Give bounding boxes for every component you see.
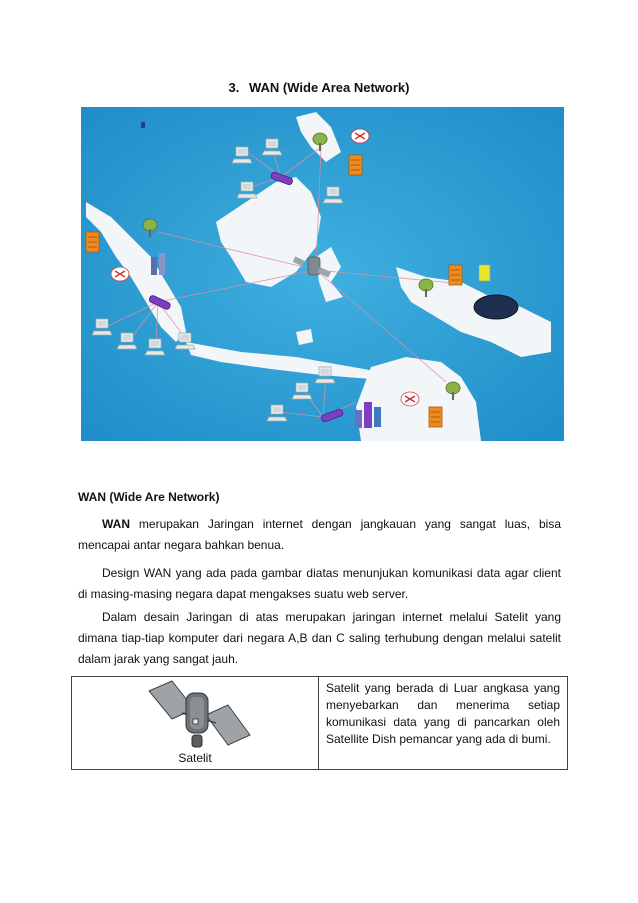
satellite-icon <box>144 679 254 757</box>
satellite-description-cell <box>319 677 568 770</box>
section-heading <box>0 80 638 95</box>
satellite-image-cell <box>72 677 319 770</box>
satellite-description: Satelit yang berada di Luar angkasa yang menyebarkan dan menerima setiap komunikasi data yang di pancarkan oleh Satellite Dish pemancar yang ada di bumi. <box>326 681 560 746</box>
table-row <box>72 677 568 770</box>
section-title: WAN (Wide Area Network) <box>248 80 410 95</box>
subsection-heading: WAN (Wide Are Network) <box>78 490 220 504</box>
wan-term: WAN <box>102 517 130 531</box>
paragraph-satellite-network: Dalam desain Jaringan di atas merupakan jaringan internet melalui Satelit yang dimana tiap-tiap komputer dari negara A,B dan C saling terhubung dengan melalui satelit dalam jarak yang sangat jauh. <box>78 610 561 666</box>
paragraph-wan-definition <box>78 514 561 556</box>
satellite-table <box>71 676 568 770</box>
satellite-caption: Satelit <box>178 751 212 765</box>
section-number: 3. <box>228 80 240 95</box>
wan-map-figure <box>81 107 564 441</box>
paragraph-design: Design WAN yang ada pada gambar diatas menunjukan komunikasi data agar client di masing-masing negara dapat mengakses suatu web server. <box>78 566 561 601</box>
wan-definition-text: merupakan Jaringan internet dengan jangkauan yang sangat luas, bisa mencapai antar negara bahkan benua. <box>78 517 561 552</box>
